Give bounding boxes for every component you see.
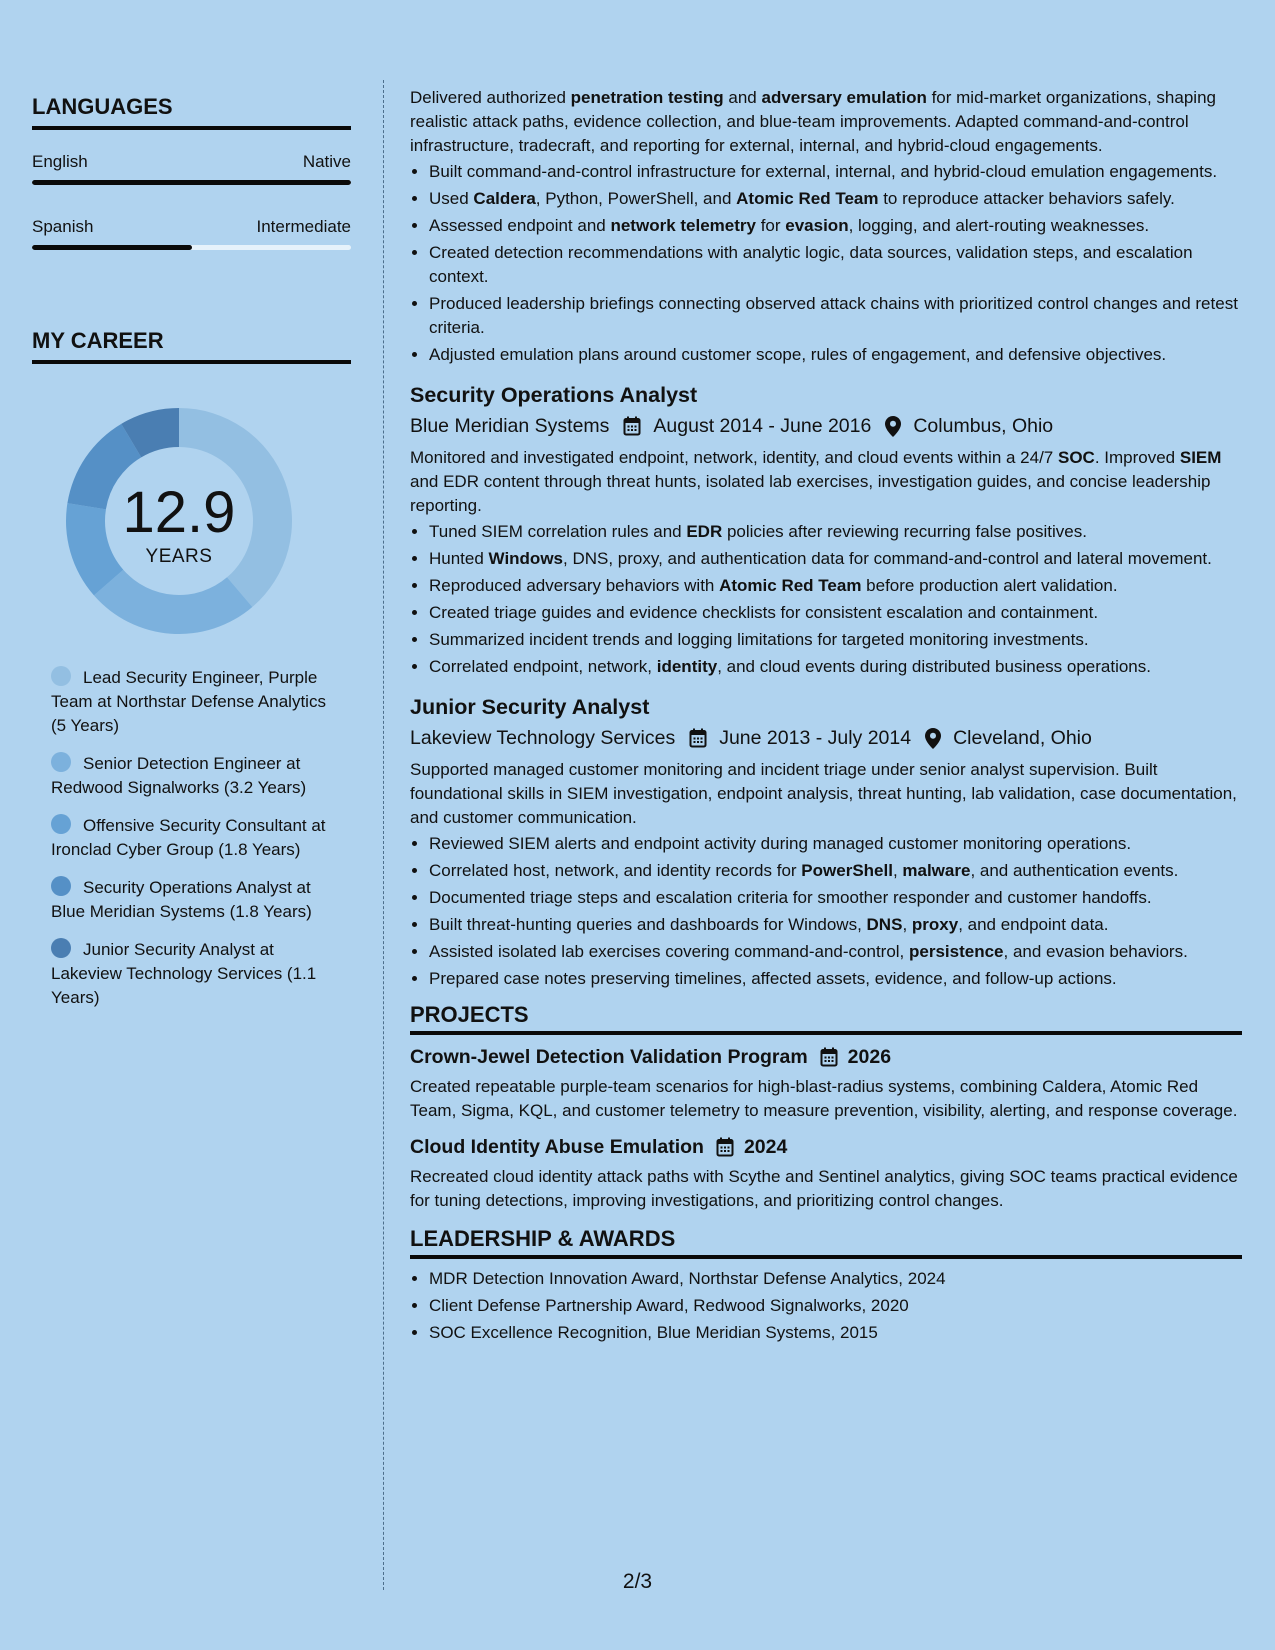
text-run: Used <box>429 189 474 208</box>
text-run: Documented triage steps and escalation criteria for smoother responder and customer handoffs. <box>429 888 1152 907</box>
project-title-row <box>410 1043 1242 1071</box>
bullet-item <box>429 886 1242 910</box>
awards-list <box>410 1267 1242 1345</box>
language-row <box>32 152 351 172</box>
text-run: Reproduced adversary behaviors with <box>429 576 720 595</box>
bullet-item <box>429 601 1242 625</box>
text-run: for <box>755 216 786 235</box>
text-run: , and evasion behaviors. <box>1003 942 1188 961</box>
calendar-icon <box>689 728 707 748</box>
awards-heading: LEADERSHIP & AWARDS <box>410 1227 1242 1259</box>
bullet-item <box>429 241 1242 289</box>
career-donut-chart <box>64 406 294 636</box>
career-years-label: YEARS <box>145 546 213 567</box>
projects-heading: PROJECTS <box>410 1003 1242 1035</box>
bullet-item <box>429 967 1242 991</box>
project-title-row <box>410 1133 1242 1161</box>
text-run: Summarized incident trends and logging limitations for targeted monitoring investments. <box>429 630 1089 649</box>
language-list <box>32 152 351 250</box>
bullet-item <box>429 940 1242 964</box>
map-pin-icon <box>885 416 901 437</box>
project-year: 2024 <box>743 1136 788 1158</box>
sidebar <box>32 94 351 1024</box>
legend-label: Lead Security Engineer, Purple Team at Northstar Defense Analytics (5 Years) <box>51 668 326 735</box>
award-item: • Client Defense Partnership Award, Redwood Signalworks, 2020 <box>429 1294 1242 1318</box>
job-entry <box>410 693 1242 991</box>
job-meta <box>410 412 1242 440</box>
bullet-item <box>429 832 1242 856</box>
text-run: Tuned SIEM correlation rules and <box>429 522 687 541</box>
job-entry <box>410 381 1242 679</box>
text-run: Supported managed customer monitoring and incident triage under senior analyst supervision. Built foundational skills in SIEM investigation, endpoint analysis, threat hunting, lab validation, case documentation, and customer communication. <box>410 760 1237 827</box>
main-content <box>410 86 1242 1348</box>
language-row <box>32 217 351 237</box>
text-run: before production alert validation. <box>861 576 1118 595</box>
text-run: policies after reviewing recurring false positives. <box>722 522 1087 541</box>
text-run: and <box>723 88 762 107</box>
projects-list <box>410 1043 1242 1213</box>
calendar-icon <box>716 1137 734 1157</box>
job-continued <box>410 86 1242 367</box>
text-run: Created detection recommendations with analytic logic, data sources, validation steps, and escalation context. <box>429 243 1193 286</box>
language-proficiency-fill <box>32 180 351 185</box>
job-location: Columbus, Ohio <box>913 415 1054 437</box>
text-run: Correlated endpoint, network, <box>429 657 657 676</box>
language-item <box>32 217 351 250</box>
award-item: • SOC Excellence Recognition, Blue Meridian Systems, 2015 <box>429 1321 1242 1345</box>
project-description: Recreated cloud identity attack paths with Scythe and Sentinel analytics, giving SOC teams practical evidence for tuning detections, improving investigations, and prioritizing control changes. <box>410 1167 1238 1210</box>
bullet-item <box>429 187 1242 211</box>
bullet-item <box>429 574 1242 598</box>
text-run: , and endpoint data. <box>958 915 1109 934</box>
job-title: Security Operations Analyst <box>410 383 698 407</box>
languages-heading: LANGUAGES <box>32 94 351 130</box>
legend-dot-icon <box>51 876 71 896</box>
job-summary <box>410 86 1242 158</box>
legend-item <box>51 938 331 1010</box>
legend-label: Senior Detection Engineer at Redwood Signalworks (3.2 Years) <box>51 754 307 797</box>
language-level: Intermediate <box>256 217 351 236</box>
bold-keyword: SOC <box>1057 448 1095 467</box>
legend-item <box>51 876 331 924</box>
career-total-years: 12.9 <box>122 480 236 545</box>
experience-list <box>410 381 1242 991</box>
bold-keyword: malware <box>902 861 971 880</box>
text-run: Monitored and investigated endpoint, network, identity, and cloud events within a 24/7 <box>410 448 1058 467</box>
language-item <box>32 152 351 185</box>
language-name: Spanish <box>32 217 94 236</box>
text-run: Produced leadership briefings connecting observed attack chains with prioritized control changes and retest criteria. <box>429 294 1238 337</box>
bullet-item <box>429 859 1242 883</box>
bold-keyword: DNS <box>866 915 903 934</box>
text-run: , <box>902 915 912 934</box>
job-title: Junior Security Analyst <box>410 695 650 719</box>
bullet-item <box>429 655 1242 679</box>
text-run: Created triage guides and evidence checklists for consistent escalation and containment. <box>429 603 1099 622</box>
bold-keyword: adversary emulation <box>761 88 927 107</box>
legend-label: Security Operations Analyst at Blue Meridian Systems (1.8 Years) <box>51 878 312 921</box>
bold-keyword: SIEM <box>1179 448 1222 467</box>
page-number: 2/3 <box>622 1570 653 1593</box>
legend-label: Junior Security Analyst at Lakeview Technology Services (1.1 Years) <box>51 940 317 1007</box>
language-proficiency-bar <box>32 245 351 250</box>
legend-item <box>51 752 331 800</box>
text-run: , and cloud events during distributed business operations. <box>717 657 1151 676</box>
text-run: Reviewed SIEM alerts and endpoint activity during managed customer monitoring operations. <box>429 834 1132 853</box>
career-legend <box>51 666 331 1010</box>
project-description: Created repeatable purple-team scenarios for high-blast-radius systems, combining Caldera, Atomic Red Team, Sigma, KQL, and customer telemetry to measure prevention, visibility, alerting, and response coverage. <box>410 1077 1238 1120</box>
project-entry <box>410 1043 1242 1123</box>
text-run: for mid-market organizations, shaping realistic attack paths, evidence collection, and blue-team improvements. Adapted command-and-control infrastructure, tradecraft, and reporting for external, internal, and hybrid-cloud engagements. <box>410 88 1216 155</box>
job-dates: June 2013 - July 2014 <box>719 727 912 749</box>
job-summary <box>410 446 1242 518</box>
bold-keyword: identity <box>656 657 718 676</box>
text-run: to reproduce attacker behaviors safely. <box>878 189 1175 208</box>
job-location: Cleveland, Ohio <box>953 727 1092 749</box>
job-bullets <box>410 520 1242 679</box>
bold-keyword: Atomic Red Team <box>736 189 879 208</box>
language-level: Native <box>302 152 351 171</box>
bullet-item <box>429 343 1242 367</box>
project-title: Crown-Jewel Detection Validation Program <box>410 1046 808 1068</box>
bold-keyword: penetration testing <box>570 88 724 107</box>
bold-keyword: EDR <box>686 522 723 541</box>
text-run: Prepared case notes preserving timelines, affected assets, evidence, and follow-up actions. <box>429 969 1117 988</box>
bullet-item <box>429 520 1242 544</box>
donut-center <box>64 406 294 636</box>
text-run: Assessed endpoint and <box>429 216 611 235</box>
bold-keyword: Windows <box>488 549 563 568</box>
text-run: , logging, and alert-routing weaknesses. <box>848 216 1150 235</box>
bold-keyword: Atomic Red Team <box>719 576 862 595</box>
text-run: Hunted <box>429 549 489 568</box>
text-run: Correlated host, network, and identity records for <box>429 861 802 880</box>
text-run: , <box>892 861 903 880</box>
text-run: Built command-and-control infrastructure for external, internal, and hybrid-cloud emulation engagements. <box>429 162 1218 181</box>
legend-label: Offensive Security Consultant at Ironclad Cyber Group (1.8 Years) <box>51 816 326 859</box>
job-summary <box>410 758 1242 830</box>
bullet-item <box>429 628 1242 652</box>
text-run: , Python, PowerShell, and <box>535 189 737 208</box>
project-entry <box>410 1133 1242 1213</box>
bullet-item <box>429 160 1242 184</box>
bullet-item <box>429 214 1242 238</box>
bold-keyword: Caldera <box>473 189 536 208</box>
bullet-item <box>429 292 1242 340</box>
job-company: Lakeview Technology Services <box>410 727 676 749</box>
project-title: Cloud Identity Abuse Emulation <box>410 1136 704 1158</box>
job-company: Blue Meridian Systems <box>410 415 610 437</box>
column-divider <box>383 80 384 1590</box>
bold-keyword: persistence <box>909 942 1004 961</box>
job-meta <box>410 724 1242 752</box>
text-run: Built threat-hunting queries and dashboards for Windows, <box>429 915 867 934</box>
text-run: , DNS, proxy, and authentication data for command-and-control and lateral movement. <box>563 549 1212 568</box>
career-heading: MY CAREER <box>32 328 351 364</box>
job-bullets <box>410 832 1242 991</box>
bold-keyword: evasion <box>785 216 849 235</box>
legend-dot-icon <box>51 752 71 772</box>
job-bullets <box>410 160 1242 367</box>
text-run: . Improved <box>1094 448 1180 467</box>
legend-dot-icon <box>51 938 71 958</box>
bullet-item <box>429 913 1242 937</box>
calendar-icon <box>820 1047 838 1067</box>
bold-keyword: network telemetry <box>610 216 756 235</box>
bold-keyword: PowerShell <box>801 861 893 880</box>
language-proficiency-bar <box>32 180 351 185</box>
calendar-icon <box>623 416 641 436</box>
legend-dot-icon <box>51 666 71 686</box>
language-proficiency-fill <box>32 245 192 250</box>
legend-item <box>51 814 331 862</box>
text-run: Assisted isolated lab exercises covering command-and-control, <box>429 942 910 961</box>
bold-keyword: proxy <box>911 915 959 934</box>
text-run: and EDR content through threat hunts, isolated lab exercises, investigation guides, and concise leadership reporting. <box>410 472 1211 515</box>
text-run: Adjusted emulation plans around customer scope, rules of engagement, and defensive objectives. <box>429 345 1167 364</box>
project-year: 2026 <box>847 1046 892 1068</box>
legend-item <box>51 666 331 738</box>
bullet-item <box>429 547 1242 571</box>
award-item: • MDR Detection Innovation Award, Northstar Defense Analytics, 2024 <box>429 1267 1242 1291</box>
text-run: , and authentication events. <box>970 861 1179 880</box>
language-name: English <box>32 152 88 171</box>
job-dates: August 2014 - June 2016 <box>653 415 872 437</box>
map-pin-icon <box>925 728 941 749</box>
text-run: Delivered authorized <box>410 88 571 107</box>
legend-dot-icon <box>51 814 71 834</box>
